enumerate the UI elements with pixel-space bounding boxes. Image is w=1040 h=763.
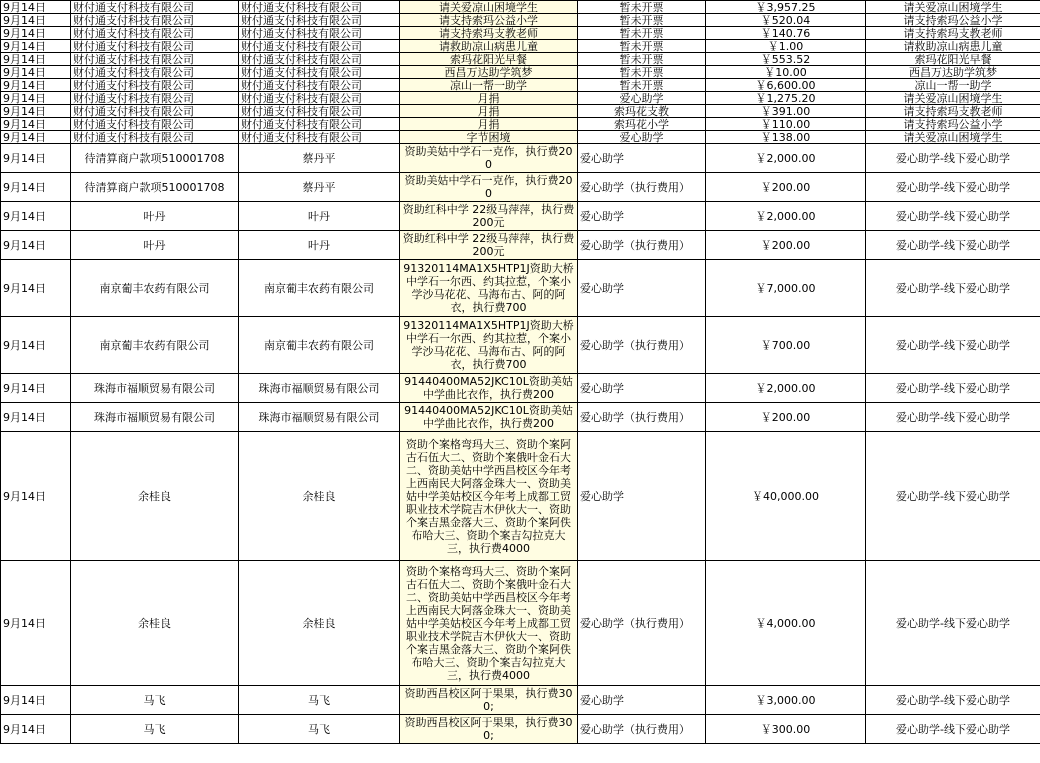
purpose-cell: 资助西昌校区阿于果果，执行费300; bbox=[400, 686, 578, 715]
table-row bbox=[1, 317, 1040, 374]
payer-cell: 财付通支付科技有限公司 bbox=[71, 14, 239, 27]
table-row bbox=[1, 131, 1040, 144]
project-cell: 爱心助学（执行费用） bbox=[578, 173, 706, 202]
amount-cell: ￥3,000.00 bbox=[706, 686, 866, 715]
amount-cell: ￥4,000.00 bbox=[706, 561, 866, 686]
name-cell: 余桂良 bbox=[239, 432, 400, 561]
direction-cell: 爱心助学-线下爱心助学 bbox=[866, 317, 1040, 374]
purpose-cell: 资助红科中学 22级马萍萍，执行费200元 bbox=[400, 231, 578, 260]
project-cell: 爱心助学（执行费用） bbox=[578, 715, 706, 744]
purpose-cell: 月捐 bbox=[400, 92, 578, 105]
name-cell: 财付通支付科技有限公司 bbox=[239, 66, 400, 79]
name-cell: 财付通支付科技有限公司 bbox=[239, 79, 400, 92]
project-cell: 暂未开票 bbox=[578, 66, 706, 79]
date-cell: 9月14日 bbox=[1, 260, 71, 317]
amount-cell: ￥700.00 bbox=[706, 317, 866, 374]
direction-cell: 爱心助学-线下爱心助学 bbox=[866, 173, 1040, 202]
direction-cell: 索玛花阳光早餐 bbox=[866, 53, 1040, 66]
purpose-cell: 91440400MA52JKC10L资助美姑中学曲比衣作，执行费200 bbox=[400, 374, 578, 403]
purpose-cell: 资助西昌校区阿于果果，执行费300; bbox=[400, 715, 578, 744]
project-cell: 爱心助学（执行费用） bbox=[578, 317, 706, 374]
purpose-cell: 资助个案格弯玛大三、资助个案阿古石伍大二、资助个案俄叶金石大二、资助美姑中学西昌校区今年考上西南民大阿落金珠大一、资助美姑中学美姑校区今年考上成都工贸职业技术学院吉木伊伙大一、资助个案吉黑金落大三、资助个案阿佚布哈大三、资助个案吉勾拉克大三，执行费4000 bbox=[400, 561, 578, 686]
table-row bbox=[1, 14, 1040, 27]
amount-cell: ￥7,000.00 bbox=[706, 260, 866, 317]
date-cell: 9月14日 bbox=[1, 118, 71, 131]
payer-cell: 财付通支付科技有限公司 bbox=[71, 105, 239, 118]
payer-cell: 叶丹 bbox=[71, 202, 239, 231]
table-row bbox=[1, 118, 1040, 131]
date-cell: 9月14日 bbox=[1, 131, 71, 144]
payer-cell: 余桂良 bbox=[71, 561, 239, 686]
amount-cell: ￥138.00 bbox=[706, 131, 866, 144]
purpose-cell: 资助美姑中学石一克作，执行费200 bbox=[400, 144, 578, 173]
amount-cell: ￥200.00 bbox=[706, 403, 866, 432]
amount-cell: ￥391.00 bbox=[706, 105, 866, 118]
direction-cell: 爱心助学-线下爱心助学 bbox=[866, 260, 1040, 317]
date-cell: 9月14日 bbox=[1, 40, 71, 53]
table-row bbox=[1, 260, 1040, 317]
amount-cell: ￥1,275.20 bbox=[706, 92, 866, 105]
project-cell: 暂未开票 bbox=[578, 79, 706, 92]
purpose-cell: 月捐 bbox=[400, 105, 578, 118]
amount-cell: ￥3,957.25 bbox=[706, 1, 866, 14]
payer-cell: 马飞 bbox=[71, 686, 239, 715]
table-row bbox=[1, 105, 1040, 118]
project-cell: 爱心助学 bbox=[578, 131, 706, 144]
payer-cell: 财付通支付科技有限公司 bbox=[71, 53, 239, 66]
table-row bbox=[1, 715, 1040, 744]
date-cell: 9月14日 bbox=[1, 173, 71, 202]
direction-cell: 爱心助学-线下爱心助学 bbox=[866, 561, 1040, 686]
purpose-cell: 请关爱凉山困境学生 bbox=[400, 1, 578, 14]
table-row bbox=[1, 432, 1040, 561]
date-cell: 9月14日 bbox=[1, 231, 71, 260]
payer-cell: 珠海市福顺贸易有限公司 bbox=[71, 374, 239, 403]
name-cell: 财付通支付科技有限公司 bbox=[239, 105, 400, 118]
amount-cell: ￥6,600.00 bbox=[706, 79, 866, 92]
date-cell: 9月14日 bbox=[1, 66, 71, 79]
purpose-cell: 月捐 bbox=[400, 118, 578, 131]
amount-cell: ￥2,000.00 bbox=[706, 374, 866, 403]
name-cell: 财付通支付科技有限公司 bbox=[239, 27, 400, 40]
payer-cell: 财付通支付科技有限公司 bbox=[71, 92, 239, 105]
date-cell: 9月14日 bbox=[1, 561, 71, 686]
project-cell: 爱心助学 bbox=[578, 202, 706, 231]
name-cell: 珠海市福顺贸易有限公司 bbox=[239, 403, 400, 432]
direction-cell: 爱心助学-线下爱心助学 bbox=[866, 715, 1040, 744]
name-cell: 叶丹 bbox=[239, 202, 400, 231]
project-cell: 爱心助学 bbox=[578, 374, 706, 403]
purpose-cell: 资助美姑中学石一克作，执行费200 bbox=[400, 173, 578, 202]
name-cell: 南京葡丰农药有限公司 bbox=[239, 260, 400, 317]
payer-cell: 待清算商户款项510001708 bbox=[71, 144, 239, 173]
project-cell: 爱心助学 bbox=[578, 260, 706, 317]
purpose-cell: 字节困境 bbox=[400, 131, 578, 144]
purpose-cell: 91440400MA52JKC10L资助美姑中学曲比衣作，执行费200 bbox=[400, 403, 578, 432]
table-row bbox=[1, 1, 1040, 14]
table-row bbox=[1, 231, 1040, 260]
amount-cell: ￥520.04 bbox=[706, 14, 866, 27]
name-cell: 蔡丹平 bbox=[239, 173, 400, 202]
payer-cell: 南京葡丰农药有限公司 bbox=[71, 260, 239, 317]
name-cell: 珠海市福顺贸易有限公司 bbox=[239, 374, 400, 403]
project-cell: 爱心助学（执行费用） bbox=[578, 561, 706, 686]
payer-cell: 财付通支付科技有限公司 bbox=[71, 27, 239, 40]
purpose-cell: 资助个案格弯玛大三、资助个案阿古石伍大二、资助个案俄叶金石大二、资助美姑中学西昌校区今年考上西南民大阿落金珠大一、资助美姑中学美姑校区今年考上成都工贸职业技术学院吉木伊伙大一、资助个案吉黑金落大三、资助个案阿佚布哈大三、资助个案吉勾拉克大三，执行费4000 bbox=[400, 432, 578, 561]
purpose-cell: 请支持索玛公益小学 bbox=[400, 14, 578, 27]
table-row bbox=[1, 202, 1040, 231]
date-cell: 9月14日 bbox=[1, 92, 71, 105]
project-cell: 爱心助学 bbox=[578, 92, 706, 105]
purpose-cell: 索玛花阳光早餐 bbox=[400, 53, 578, 66]
direction-cell: 爱心助学-线下爱心助学 bbox=[866, 403, 1040, 432]
date-cell: 9月14日 bbox=[1, 202, 71, 231]
date-cell: 9月14日 bbox=[1, 715, 71, 744]
project-cell: 暂未开票 bbox=[578, 40, 706, 53]
table-row bbox=[1, 66, 1040, 79]
project-cell: 暂未开票 bbox=[578, 1, 706, 14]
payer-cell: 珠海市福顺贸易有限公司 bbox=[71, 403, 239, 432]
amount-cell: ￥1.00 bbox=[706, 40, 866, 53]
table-row bbox=[1, 686, 1040, 715]
payer-cell: 财付通支付科技有限公司 bbox=[71, 131, 239, 144]
payer-cell: 南京葡丰农药有限公司 bbox=[71, 317, 239, 374]
amount-cell: ￥200.00 bbox=[706, 231, 866, 260]
date-cell: 9月14日 bbox=[1, 1, 71, 14]
direction-cell: 请关爱凉山困境学生 bbox=[866, 131, 1040, 144]
name-cell: 马飞 bbox=[239, 686, 400, 715]
table-row bbox=[1, 53, 1040, 66]
amount-cell: ￥2,000.00 bbox=[706, 144, 866, 173]
direction-cell: 请关爱凉山困境学生 bbox=[866, 92, 1040, 105]
project-cell: 爱心助学（执行费用） bbox=[578, 403, 706, 432]
purpose-cell: 请支持索玛支教老师 bbox=[400, 27, 578, 40]
table-row bbox=[1, 374, 1040, 403]
direction-cell: 爱心助学-线下爱心助学 bbox=[866, 231, 1040, 260]
name-cell: 马飞 bbox=[239, 715, 400, 744]
direction-cell: 请救助凉山病患儿童 bbox=[866, 40, 1040, 53]
direction-cell: 爱心助学-线下爱心助学 bbox=[866, 374, 1040, 403]
payer-cell: 马飞 bbox=[71, 715, 239, 744]
name-cell: 财付通支付科技有限公司 bbox=[239, 118, 400, 131]
direction-cell: 爱心助学-线下爱心助学 bbox=[866, 686, 1040, 715]
name-cell: 财付通支付科技有限公司 bbox=[239, 1, 400, 14]
name-cell: 财付通支付科技有限公司 bbox=[239, 131, 400, 144]
project-cell: 爱心助学 bbox=[578, 686, 706, 715]
payer-cell: 财付通支付科技有限公司 bbox=[71, 66, 239, 79]
project-cell: 暂未开票 bbox=[578, 14, 706, 27]
direction-cell: 爱心助学-线下爱心助学 bbox=[866, 432, 1040, 561]
date-cell: 9月14日 bbox=[1, 105, 71, 118]
direction-cell: 请支持索玛公益小学 bbox=[866, 14, 1040, 27]
name-cell: 余桂良 bbox=[239, 561, 400, 686]
amount-cell: ￥110.00 bbox=[706, 118, 866, 131]
amount-cell: ￥10.00 bbox=[706, 66, 866, 79]
project-cell: 索玛花支教 bbox=[578, 105, 706, 118]
amount-cell: ￥40,000.00 bbox=[706, 432, 866, 561]
payer-cell: 叶丹 bbox=[71, 231, 239, 260]
table-row bbox=[1, 27, 1040, 40]
date-cell: 9月14日 bbox=[1, 144, 71, 173]
name-cell: 财付通支付科技有限公司 bbox=[239, 53, 400, 66]
amount-cell: ￥300.00 bbox=[706, 715, 866, 744]
project-cell: 暂未开票 bbox=[578, 27, 706, 40]
direction-cell: 爱心助学-线下爱心助学 bbox=[866, 144, 1040, 173]
name-cell: 叶丹 bbox=[239, 231, 400, 260]
direction-cell: 请支持索玛公益小学 bbox=[866, 118, 1040, 131]
table-row bbox=[1, 40, 1040, 53]
payer-cell: 财付通支付科技有限公司 bbox=[71, 79, 239, 92]
payer-cell: 财付通支付科技有限公司 bbox=[71, 40, 239, 53]
date-cell: 9月14日 bbox=[1, 14, 71, 27]
direction-cell: 凉山一帮一助学 bbox=[866, 79, 1040, 92]
payer-cell: 余桂良 bbox=[71, 432, 239, 561]
date-cell: 9月14日 bbox=[1, 374, 71, 403]
project-cell: 暂未开票 bbox=[578, 53, 706, 66]
direction-cell: 爱心助学-线下爱心助学 bbox=[866, 202, 1040, 231]
project-cell: 爱心助学 bbox=[578, 144, 706, 173]
amount-cell: ￥140.76 bbox=[706, 27, 866, 40]
payer-cell: 待清算商户款项510001708 bbox=[71, 173, 239, 202]
table-row bbox=[1, 92, 1040, 105]
name-cell: 财付通支付科技有限公司 bbox=[239, 40, 400, 53]
project-cell: 索玛花小学 bbox=[578, 118, 706, 131]
payer-cell: 财付通支付科技有限公司 bbox=[71, 1, 239, 14]
amount-cell: ￥200.00 bbox=[706, 173, 866, 202]
direction-cell: 请支持索玛支教老师 bbox=[866, 105, 1040, 118]
date-cell: 9月14日 bbox=[1, 27, 71, 40]
date-cell: 9月14日 bbox=[1, 53, 71, 66]
name-cell: 南京葡丰农药有限公司 bbox=[239, 317, 400, 374]
purpose-cell: 91320114MA1X5HTP1J资助大桥中学石一尔西、约其拉惹，个案小学沙马花花、马海布古、阿的阿衣，执行费700 bbox=[400, 260, 578, 317]
direction-cell: 西昌万达助学筑梦 bbox=[866, 66, 1040, 79]
purpose-cell: 91320114MA1X5HTP1J资助大桥中学石一尔西、约其拉惹，个案小学沙马花花、马海布古、阿的阿衣，执行费700 bbox=[400, 317, 578, 374]
purpose-cell: 西昌万达助学筑梦 bbox=[400, 66, 578, 79]
date-cell: 9月14日 bbox=[1, 317, 71, 374]
project-cell: 爱心助学 bbox=[578, 432, 706, 561]
date-cell: 9月14日 bbox=[1, 686, 71, 715]
name-cell: 财付通支付科技有限公司 bbox=[239, 14, 400, 27]
amount-cell: ￥2,000.00 bbox=[706, 202, 866, 231]
direction-cell: 请关爱凉山困境学生 bbox=[866, 1, 1040, 14]
purpose-cell: 资助红科中学 22级马萍萍，执行费200元 bbox=[400, 202, 578, 231]
table-row bbox=[1, 144, 1040, 173]
project-cell: 爱心助学（执行费用） bbox=[578, 231, 706, 260]
purpose-cell: 凉山一帮一助学 bbox=[400, 79, 578, 92]
table-row bbox=[1, 79, 1040, 92]
name-cell: 财付通支付科技有限公司 bbox=[239, 92, 400, 105]
table-row bbox=[1, 561, 1040, 686]
purpose-cell: 请救助凉山病患儿童 bbox=[400, 40, 578, 53]
direction-cell: 请支持索玛支教老师 bbox=[866, 27, 1040, 40]
date-cell: 9月14日 bbox=[1, 403, 71, 432]
table-row bbox=[1, 403, 1040, 432]
amount-cell: ￥553.52 bbox=[706, 53, 866, 66]
payer-cell: 财付通支付科技有限公司 bbox=[71, 118, 239, 131]
date-cell: 9月14日 bbox=[1, 432, 71, 561]
date-cell: 9月14日 bbox=[1, 79, 71, 92]
name-cell: 蔡丹平 bbox=[239, 144, 400, 173]
table-row bbox=[1, 173, 1040, 202]
